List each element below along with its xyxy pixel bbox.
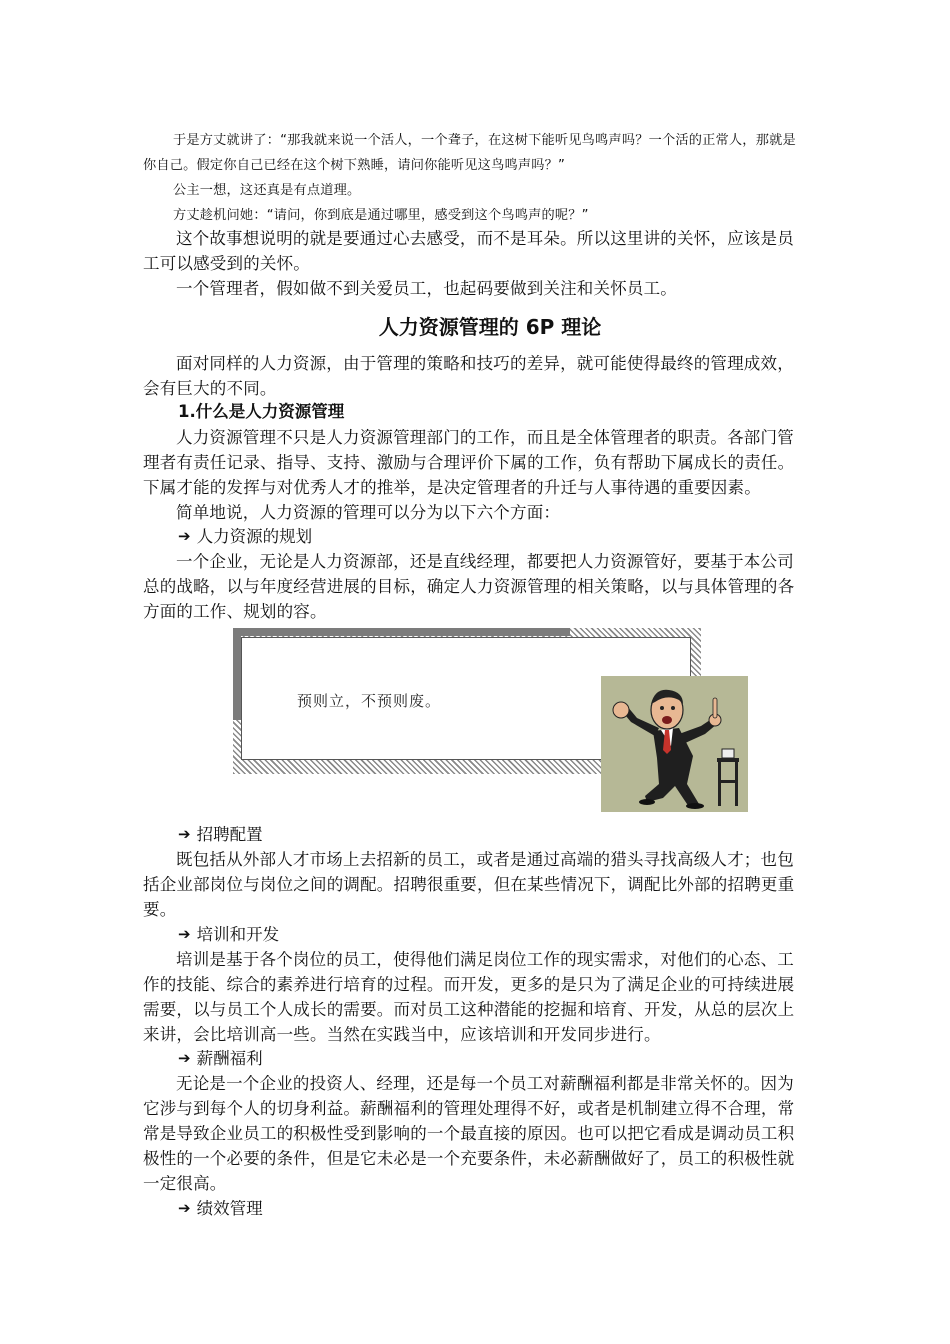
story-paragraph-4: 这个故事想说明的就是要通过心去感受，而不是耳朵。所以这里讲的关怀，应该是员工可以感受到的关怀。 (143, 229, 794, 273)
story-paragraph-5: 一个管理者，假如做不到关爱员工，也起码要做到关注和关怀员工。 (176, 279, 677, 298)
item-label: 绩效管理 (196, 1199, 263, 1218)
speaking-man-icon (601, 676, 748, 812)
section-heading: 1.什么是人力资源管理 (178, 402, 345, 421)
story-paragraph-2: 公主一想，这还真是有点道理。 (173, 183, 361, 198)
item-heading-recruiting (178, 822, 263, 847)
item-heading-compensation (178, 1046, 263, 1071)
item-heading-training (178, 922, 279, 947)
story-paragraph-3: 方丈趁机问她：“请问，你到底是通过哪里，感受到这个鸟鸣声的呢？” (173, 208, 589, 223)
item-heading-planning (178, 524, 312, 549)
item-label: 招聘配置 (196, 825, 263, 844)
item-text-training: 培训是基于各个岗位的员工，使得他们满足岗位工作的现实需求，对他们的心态、工作的技能、综合的素养进行培育的过程。而开发，更多的是只为了满足企业的可持续进展需要，以与员工个人成长的需要。而对员工这种潜能的挖掘和培育、开发，从总的层次上来讲，会比培训高一些。当然在实践当中，应该培训和开发同步进行。 (143, 950, 795, 1044)
quote-text: 预则立，不预则废。 (297, 692, 442, 710)
item-text-planning: 一个企业，无论是人力资源部，还是直线经理，都要把人力资源管好，要基于本公司总的战略，以与年度经营进展的目标，确定人力资源管理的相关策略，以与具体管理的各方面的工作、规划的容。 (143, 552, 795, 621)
arrow-right-icon: ➔ (178, 1199, 191, 1217)
speaker-illustration (601, 676, 748, 812)
item-label: 薪酬福利 (196, 1049, 263, 1068)
item-text-compensation: 无论是一个企业的投资人、经理，还是每一个员工对薪酬福利都是非常关怀的。因为它涉与到每个人的切身利益。薪酬福利的管理处理得不好，或者是机制建立得不合理，常常是导致企业员工的积极性受到影响的一个最直接的原因。也可以把它看成是调动员工积极性的一个必要的条件，但是它未必是一个充要条件，未必薪酬做好了，员工的积极性就一定很高。 (143, 1074, 795, 1193)
section-title: 人力资源管理的 6P 理论 (378, 315, 602, 339)
item-label: 人力资源的规划 (196, 527, 313, 546)
section-intro: 面对同样的人力资源，由于管理的策略和技巧的差异，就可能使得最终的管理成效，会有巨大的不同。 (143, 354, 794, 398)
arrow-right-icon: ➔ (178, 1049, 191, 1067)
item-heading-performance (178, 1196, 263, 1221)
six-aspects-intro: 简单地说，人力资源的管理可以分为以下六个方面： (176, 503, 561, 522)
item-label: 培训和开发 (196, 925, 280, 944)
arrow-right-icon: ➔ (178, 925, 191, 943)
definition-paragraph: 人力资源管理不只是人力资源管理部门的工作，而且是全体管理者的职责。各部门管理者有责任记录、指导、支持、激励与合理评价下属的工作，负有帮助下属成长的责任。下属才能的发挥与对优秀人才的推举，是决定管理者的升迁与人事待遇的重要因素。 (143, 428, 795, 497)
item-text-recruiting: 既包括从外部人才市场上去招新的员工，或者是通过高端的猎头寻找高级人才；也包括企业部岗位与岗位之间的调配。招聘很重要，但在某些情况下，调配比外部的招聘更重要。 (143, 850, 795, 919)
arrow-right-icon: ➔ (178, 527, 191, 545)
story-paragraph-1: 于是方丈就讲了：“那我就来说一个活人，一个聋子，在这树下能听见鸟鸣声吗？一个活的正常人，那就是你自己。假定你自己已经在这个树下熟睡，请问你能听见这鸟鸣声吗？” (143, 133, 796, 173)
arrow-right-icon: ➔ (178, 825, 191, 843)
